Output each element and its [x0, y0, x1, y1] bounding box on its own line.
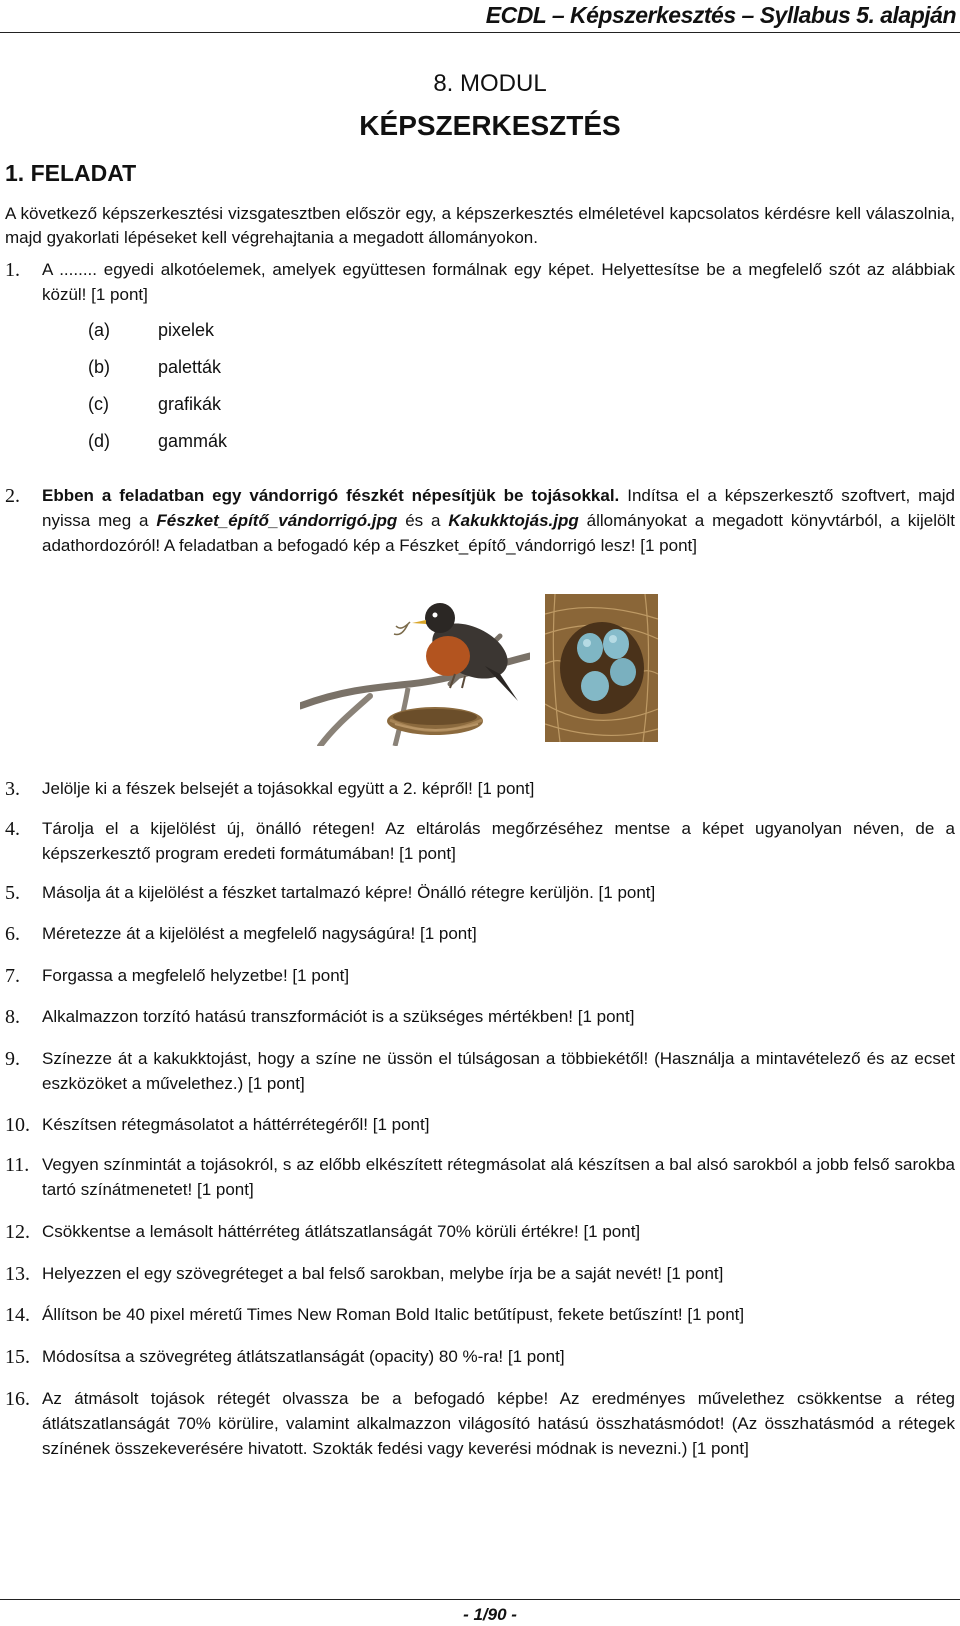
question-text: Csökkentse a lemásolt háttérréteg átlátszatlanságát 70% körüli értékre! [1 pont]: [42, 1222, 641, 1241]
question-2: [5, 483, 955, 558]
question-text: Tárolja el a kijelölést új, önálló rétegen! Az eltárolás megőrzéséhez mentse a képet ugyanolyan néven, de a képszerkesztő program eredeti formátumában! [1 pont]: [42, 819, 955, 863]
question-5: [5, 880, 955, 905]
question-number: 8.: [5, 1006, 20, 1028]
option-letter: (c): [88, 394, 109, 414]
footer-divider: [0, 1599, 960, 1600]
header-title: ECDL – Képszerkesztés – Syllabus 5. alapján: [485, 2, 956, 28]
question-number: 1.: [5, 259, 20, 281]
question-number: 9.: [5, 1048, 20, 1070]
question-number: 7.: [5, 965, 20, 987]
filename-cuckoo: Kakukktojás.jpg: [448, 511, 579, 530]
intro-paragraph: A következő képszerkesztési vizsgatesztben először egy, a képszerkesztés elméletével kapcsolatos kérdésre kell válaszolnia, majd gyakorlati lépéseket kell végrehajtania a megadott állományokon.: [5, 204, 955, 247]
question-text-part: és a: [397, 511, 449, 530]
question-text: Vegyen színmintát a tojásokról, s az előbb elkészített rétegmásolat alá készítsen a bal alsó sarokból a jobb felső sarokba tartó színátmenetet! [1 pont]: [42, 1155, 955, 1199]
question-number: 10.: [5, 1114, 30, 1136]
question-bold-lead: Ebben a feladatban egy vándorrigó fészkét népesítjük be tojásokkal.: [42, 486, 620, 505]
question-9: [5, 1046, 955, 1096]
question-16: [5, 1386, 955, 1461]
question-7: [5, 963, 955, 988]
option-text: paletták: [158, 357, 222, 377]
question-text: Méretezze át a kijelölést a megfelelő nagyságúra! [1 pont]: [42, 924, 477, 943]
question-number: 13.: [5, 1263, 30, 1285]
question-number: 14.: [5, 1304, 30, 1326]
question-10: [5, 1112, 955, 1137]
question-text: Másolja át a kijelölést a fészket tartalmazó képre! Önálló rétegre kerüljön. [1 pont]: [42, 883, 656, 902]
question-text: Jelölje ki a fészek belsejét a tojásokkal együtt a 2. képről! [1 pont]: [42, 779, 535, 798]
module-title: KÉPSZERKESZTÉS: [359, 110, 621, 141]
robin-nest-image: [300, 596, 530, 746]
filename-robin: Fészket_építő_vándorrigó.jpg: [156, 511, 398, 530]
question-text: [42, 483, 955, 558]
question-text: Színezze át a kakukktojást, hogy a színe ne üssön el túlságosan a többiekétől! (Használja a mintavételező és az ecset eszközöket a művelethez.) [1 pont]: [42, 1049, 955, 1093]
option-letter: (b): [88, 357, 110, 377]
question-number: 16.: [5, 1388, 30, 1410]
question-number: 15.: [5, 1346, 30, 1368]
option-letter: (a): [88, 320, 110, 340]
question-text: Az átmásolt tojások rétegét olvassza be a befogadó képbe! Az eredményes művelethez csökkentse a réteg átlátszatlanságát 70% körülire, valamint alkalmazzon világosító hatású összhatásmódot! (Az összhatásmód a rétegek színének összekeverésére hivatott. Szokták fedési vagy keverési módnak is nevezni.) [1 pont]: [42, 1389, 955, 1458]
question-1: [5, 257, 955, 307]
question-number: 6.: [5, 923, 20, 945]
question-text: Állítson be 40 pixel méretű Times New Roman Bold Italic betűtípust, fekete betűszínt! [1 pont]: [42, 1305, 745, 1324]
question-text: Módosítsa a szövegréteg átlátszatlanságát (opacity) 80 %-ra! [1 pont]: [42, 1347, 565, 1366]
question-15: [5, 1344, 955, 1369]
question-6: [5, 921, 955, 946]
module-number: 8. MODUL: [433, 70, 547, 97]
question-text: Készítsen rétegmásolatot a háttérrétegéről! [1 pont]: [42, 1115, 430, 1134]
option-text: gammák: [158, 431, 228, 451]
question-13: [5, 1261, 955, 1286]
question-text: A ........ egyedi alkotóelemek, amelyek együttesen formálnak egy képet. Helyettesítse be a megfelelő szót az alábbiak közül! [1 pont]: [42, 260, 955, 304]
question-number: 5.: [5, 882, 20, 904]
question-4: [5, 816, 955, 866]
option-text: pixelek: [158, 320, 215, 340]
question-14: [5, 1302, 955, 1327]
question-text: Alkalmazzon torzító hatású transzformációt is a szükséges mértékben! [1 pont]: [42, 1007, 635, 1026]
cuckoo-egg-nest-image: [545, 594, 658, 742]
question-12: [5, 1219, 955, 1244]
question-text: Forgassa a megfelelő helyzetbe! [1 pont]: [42, 966, 350, 985]
task-label: 1. FELADAT: [5, 160, 137, 186]
question-number: 2.: [5, 485, 20, 507]
page-number: - 1/90 -: [463, 1605, 517, 1624]
page-header: [0, 0, 960, 33]
question-number: 11.: [5, 1154, 30, 1176]
question-8: [5, 1004, 955, 1029]
question-11: [5, 1152, 955, 1202]
question-text-part: Indítsa el a képszerkesztő szoftvert, majd nyissa meg a: [42, 486, 956, 530]
question-number: 4.: [5, 818, 20, 840]
question-text-part: állományokat a megadott könyvtárból, a kijelölt adathordozóról! A feladatban a befogadó kép a Fészket_építő_vándorrigó lesz! [1 pont]: [42, 511, 955, 555]
question-number: 12.: [5, 1221, 30, 1243]
question-text: Helyezzen el egy szövegréteget a bal felső sarokban, melybe írja be a saját nevét! [1 pont]: [42, 1264, 724, 1283]
option-text: grafikák: [158, 394, 222, 414]
option-letter: (d): [88, 431, 110, 451]
question-number: 3.: [5, 778, 20, 800]
question-3: [5, 776, 955, 801]
